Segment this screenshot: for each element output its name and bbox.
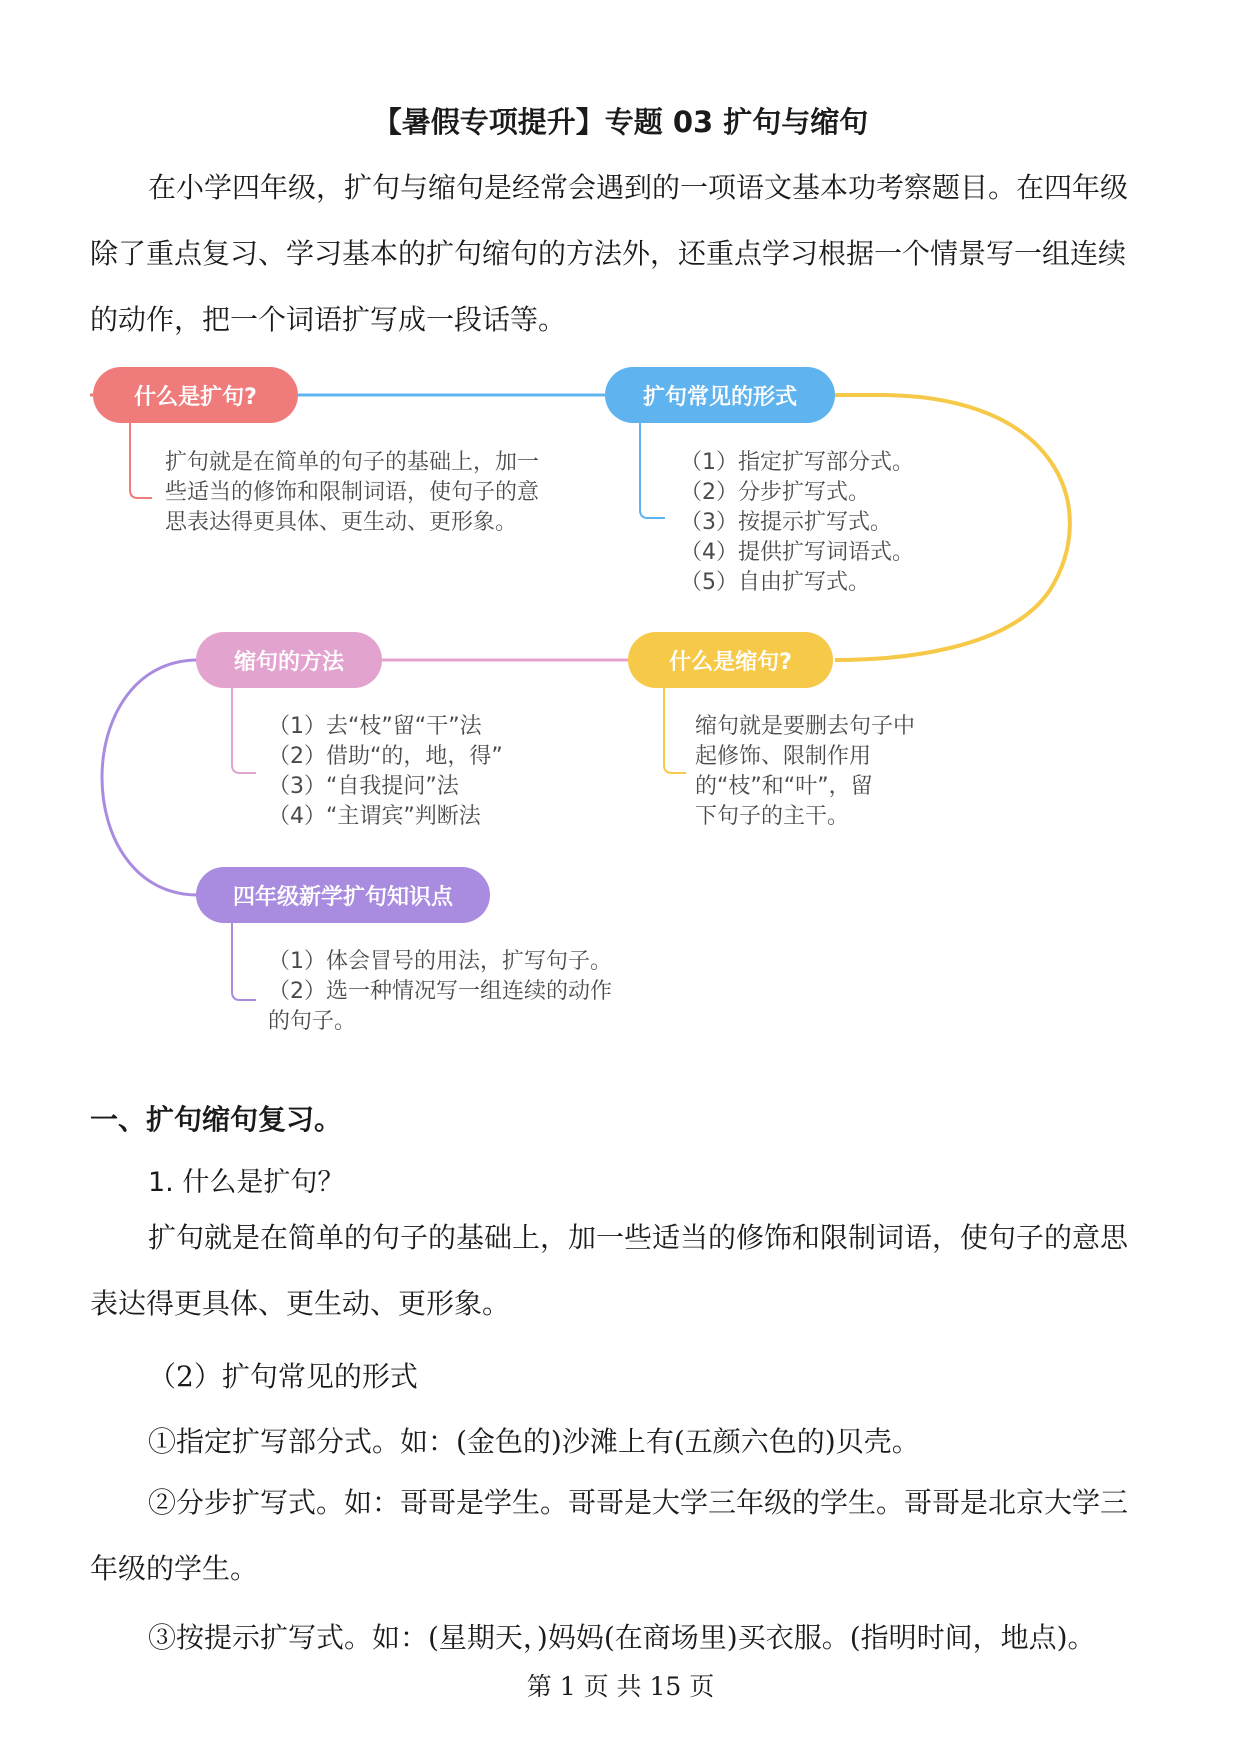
page-footer: 第 1 页 共 15 页 <box>526 1672 715 1701</box>
page-title: 【暑假专项提升】专题 03 扩句与缩句 <box>372 105 869 139</box>
node-what-is-shrink: 什么是缩句? <box>628 632 833 688</box>
subsection-heading-2: （2）扩句常见的形式 <box>148 1360 418 1393</box>
node-expand-forms: 扩句常见的形式 <box>605 367 835 423</box>
list-item-2: ②分步扩写式。如：哥哥是学生。哥哥是大学三年级的学生。哥哥是北京大学三年级的学生。 <box>90 1486 1129 1585</box>
node-shrink-methods: 缩句的方法 <box>196 632 382 688</box>
node-what-is-shrink-text: 缩句就是要删去句子中 起修饰、限制作用 的“枝”和“叶”，留 下句子的主干。 <box>695 714 916 829</box>
mindmap <box>0 360 1241 1060</box>
node-what-is-expand-text: 扩句就是在简单的句子的基础上，加一 些适当的修饰和限制词语，使句子的意 思表达得更具体、更生动、更形象。 <box>165 450 540 535</box>
node-expand-forms-text: （1）指定扩写部分式。 （2）分步扩写式。 （3）按提示扩写式。 （4）提供扩写词语式。 （5）自由扩写式。 <box>680 450 914 595</box>
intro-paragraph: 在小学四年级，扩句与缩句是经常会遇到的一项语文基本功考察题目。在四年级除了重点复习、学习基本的扩句缩句的方法外，还重点学习根据一个情景写一组连续的动作，把一个词语扩写成一段话等。 <box>90 171 1129 336</box>
node-grade4-points-text: （1）体会冒号的用法，扩写句子。 （2）选一种情况写一组连续的动作 的句子。 <box>268 949 612 1034</box>
list-item-3: ③按提示扩写式。如：(星期天，)妈妈(在商场里)买衣服。(指明时间，地点)。 <box>148 1621 1096 1654</box>
node-grade4-points: 四年级新学扩句知识点 <box>196 867 490 923</box>
subsection-1-text: 扩句就是在简单的句子的基础上，加一些适当的修饰和限制词语，使句子的意思表达得更具体、更生动、更形象。 <box>90 1221 1129 1320</box>
node-what-is-expand: 什么是扩句? <box>93 367 298 423</box>
section-heading: 一、扩句缩句复习。 <box>90 1103 343 1136</box>
node-shrink-methods-text: （1）去“枝”留“干”法 （2）借助“的，地，得” （3）“自我提问”法 （4）“主谓宾”判断法 <box>268 714 503 829</box>
list-item-1: ①指定扩写部分式。如：(金色的)沙滩上有(五颜六色的)贝壳。 <box>148 1425 920 1458</box>
subsection-heading-1: 1. 什么是扩句？ <box>148 1167 345 1198</box>
